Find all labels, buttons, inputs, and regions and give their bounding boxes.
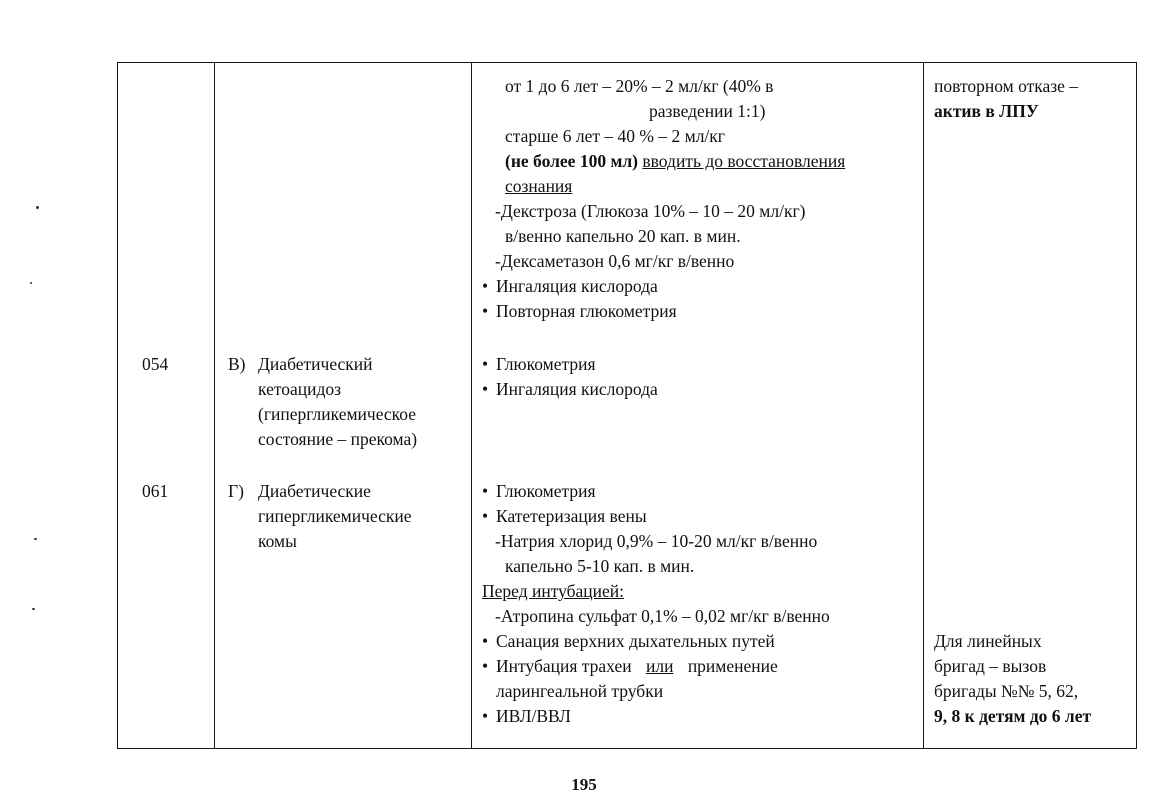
note-line: 9, 8 к детям до 6 лет <box>934 706 1092 726</box>
treatment-line: -Натрия хлорид 0,9% – 10-20 мл/кг в/венно <box>495 531 818 551</box>
page-number: 195 <box>571 775 597 794</box>
diagnosis-letter: В) <box>228 354 246 374</box>
treatment-line: в/венно капельно 20 кап. в мин. <box>505 226 741 246</box>
diagnosis-column <box>214 63 471 748</box>
treatment-bullet: • Катетеризация вены <box>496 504 647 529</box>
treatment-bullet: • Ингаляция кислорода <box>496 274 658 299</box>
note-line: актив в ЛПУ <box>934 101 1039 121</box>
treatment-text: Интубация трахеи <box>496 656 632 676</box>
diagnosis-line: состояние – прекома) <box>258 429 418 449</box>
treatment-line: ларингеальной трубки <box>496 681 664 701</box>
treatment-line: разведении 1:1) <box>649 101 766 121</box>
treatment-line: старше 6 лет – 40 % – 2 мл/кг <box>505 126 725 146</box>
treatment-line: -Декстроза (Глюкоза 10% – 10 – 20 мл/кг) <box>495 201 806 221</box>
underlined-or: или <box>645 656 674 676</box>
diagnosis-line: кетоацидоз <box>258 379 342 399</box>
row-code-061: 061 <box>142 481 169 501</box>
note-line: Для линейных <box>934 631 1042 651</box>
treatment-bullet: • Глюкометрия <box>496 479 596 504</box>
diagnosis-line: (гипергликемическое <box>258 404 417 424</box>
treatment-bullet: • Глюкометрия <box>496 352 596 377</box>
scan-speck <box>36 206 39 209</box>
underlined-instruction: вводить до восстановления <box>642 151 846 171</box>
treatment-bullet: • Ингаляция кислорода <box>496 377 658 402</box>
diagnosis-line: Диабетические <box>258 481 371 501</box>
code-column <box>118 63 214 748</box>
treatment-column <box>471 63 923 748</box>
treatment-line: -Атропина сульфат 0,1% – 0,02 мг/кг в/венно <box>495 606 830 626</box>
treatment-bullet: • Повторная глюкометрия <box>496 299 677 324</box>
diagnosis-line: гипергликемические <box>258 506 412 526</box>
scan-speck <box>30 282 32 284</box>
underlined-instruction: сознания <box>505 176 573 196</box>
diagnosis-letter: Г) <box>228 481 244 501</box>
treatment-bullet <box>496 654 778 679</box>
notes-column <box>923 63 1138 748</box>
treatment-bullet: • ИВЛ/ВВЛ <box>496 704 571 729</box>
section-heading-before-intubation: Перед интубацией: <box>482 581 625 601</box>
treatment-line: -Дексаметазон 0,6 мг/кг в/венно <box>495 251 735 271</box>
treatment-line <box>505 149 845 174</box>
treatment-text: применение <box>687 656 778 676</box>
note-line: бригад – вызов <box>934 656 1047 676</box>
scan-speck <box>32 608 35 610</box>
note-line: повторном отказе – <box>934 76 1079 96</box>
protocol-table <box>117 62 1137 749</box>
note-line: бригады №№ 5, 62, <box>934 681 1079 701</box>
treatment-bullet: • Санация верхних дыхательных путей <box>496 629 775 654</box>
diagnosis-line: Диабетический <box>258 354 373 374</box>
treatment-line: от 1 до 6 лет – 20% – 2 мл/кг (40% в <box>505 76 774 96</box>
scan-speck <box>34 538 37 540</box>
diagnosis-line: комы <box>258 531 297 551</box>
row-code-054: 054 <box>142 354 169 374</box>
treatment-line: капельно 5-10 кап. в мин. <box>505 556 695 576</box>
bold-dose-limit: (не более 100 мл) <box>505 151 639 171</box>
